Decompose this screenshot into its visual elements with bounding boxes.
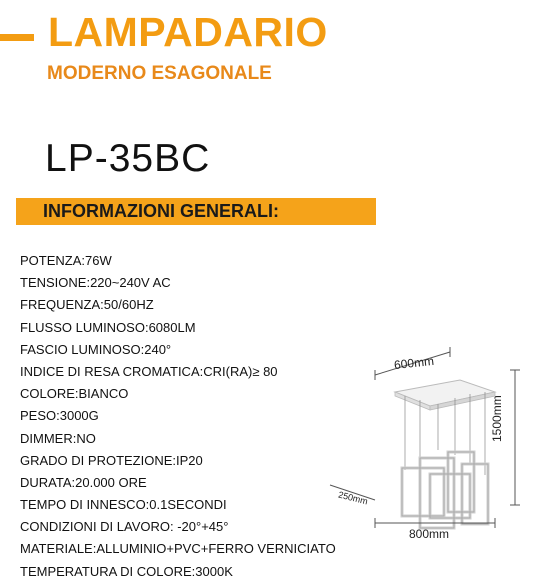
accent-bar [0, 34, 34, 41]
spec-item: POTENZA:76W [20, 253, 112, 268]
dimension-depth-label: 250mm [337, 489, 369, 507]
spec-list [20, 254, 336, 587]
page-subtitle: MODERNO ESAGONALE [47, 63, 272, 84]
spec-item: TENSIONE:220~240V AC [20, 275, 171, 291]
spec-item: CONDIZIONI DI LAVORO: -20°+45° [20, 519, 229, 535]
spec-item: FREQUENZA:50/60HZ [20, 297, 154, 313]
spec-item: PESO:3000G [20, 408, 99, 424]
dimension-length-label: 800mm [409, 527, 450, 541]
spec-item: GRADO DI PROTEZIONE:IP20 [20, 452, 203, 468]
page-title: LAMPADARIO [48, 9, 328, 55]
section-title: INFORMAZIONI GENERALI: [43, 201, 279, 221]
spec-item: TEMPO DI INNESCO:0.1SECONDI [20, 497, 227, 513]
spec-item: COLORE:BIANCO [20, 386, 129, 402]
model-code: LP-35BC [45, 137, 211, 180]
spec-item: DIMMER:NO [20, 430, 96, 446]
spec-item: TEMPERATURA DI COLORE:3000K [20, 563, 233, 579]
spec-item: FASCIO LUMINOSO:240° [20, 341, 172, 357]
spec-item: FLUSSO LUMINOSO:6080LM [20, 319, 196, 335]
spec-item: INDICE DI RESA CROMATICA:CRI(RA)≥ 80 [20, 363, 278, 379]
spec-item: MATERIALE:ALLUMINIO+PVC+FERRO VERNICIATO [20, 541, 336, 557]
dimension-height-label: 1500mm [490, 395, 504, 442]
spec-item: DURATA:20.000 ORE [20, 474, 147, 490]
dimension-width-label: 600mm [393, 353, 435, 373]
